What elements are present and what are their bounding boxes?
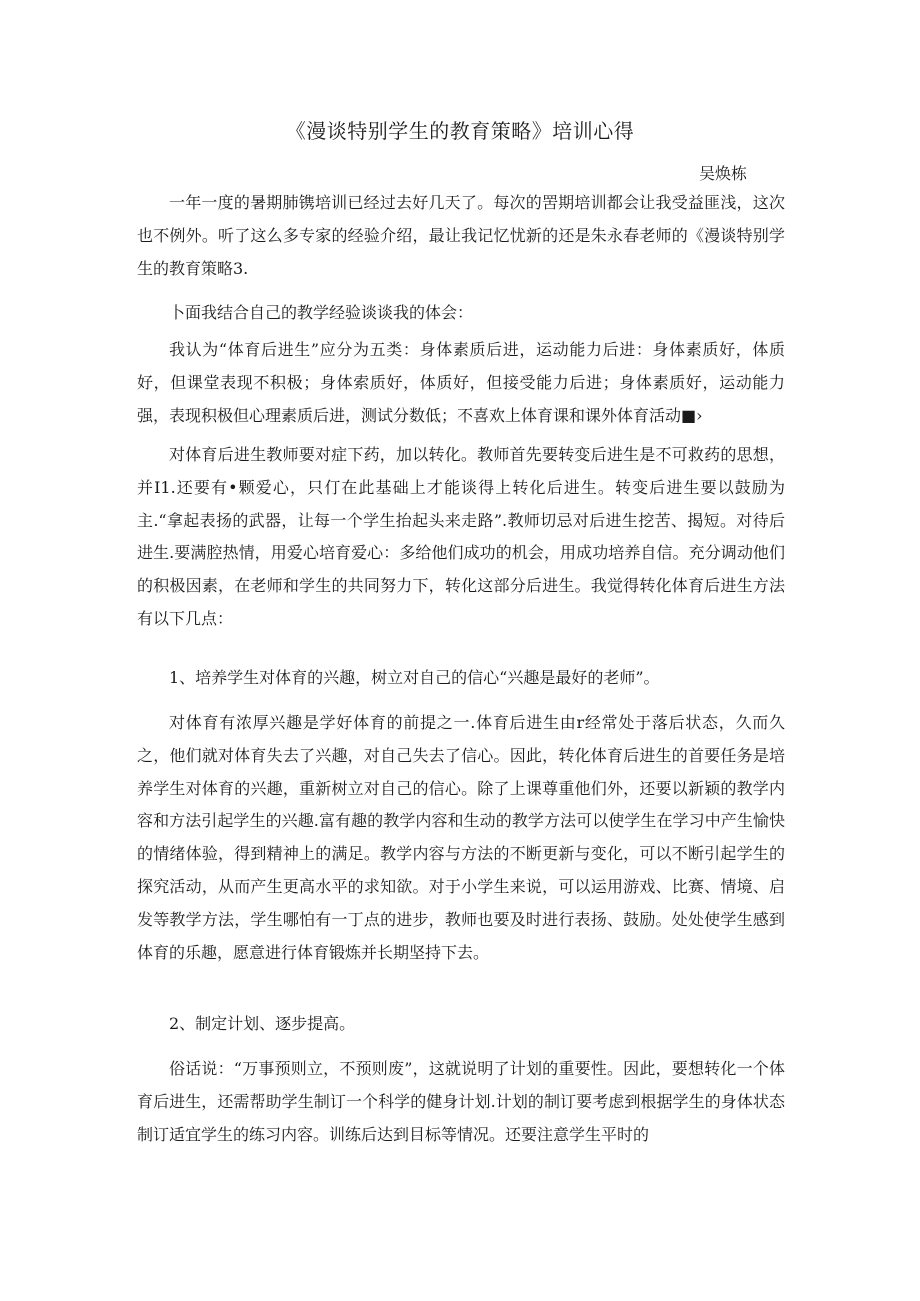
paragraph-transition: 卜面我结合自己的教学经验谈谈我的体会： — [169, 303, 474, 322]
section-heading-1: 1、培养学生对体育的兴趣，树立对自己的信心“兴趣是最好的老师”。 — [169, 668, 660, 687]
paragraph-approach: 对体育后进生教师要对症下药，加以转化。教师首先要转变后进生是不可救药的思想，并I1.还要有•颗爱心，只仃在此基础上才能谈得上转化后进生。转变后进生要以鼓励为主.“拿起表扬的武器，让每一个学生抬起头来走路”.教师切忌对后进生挖苦、揭短。对待后进生.要满腔热情，用爱心培育爱心：多给他们成功的机会，用成功培养自信。充分调动他们的积极因素，在老师和学生的共同努力下，转化这部分后进生。我觉得转化体育后进生方法有以下几点： — [137, 445, 785, 628]
author-name: 吴焕栋 — [699, 164, 748, 183]
paragraph-categories: 我认为“体育后进生”应分为五类：身体素质后进，运动能力后进：身体素质好，体质好，但课堂表现不积极；身体索质好，体质好，但接受能力后进；身体素质好，运动能力强，表现积极但心理素质后进，测试分数低；不喜欢上体育课和课外体育活动■› — [137, 340, 785, 425]
section-heading-2: 2、制定计划、逐步提高。 — [169, 1014, 356, 1033]
document-title: 《漫谈特别学生的教育策略》培训心得 — [285, 119, 635, 143]
paragraph-intro: 一年一度的暑期肺镌培训已经过去好几天了。每次的罟期培训都会让我受益匪浅，这次也不例外。听了这么多专家的经验介绍，最让我记忆忧新的还是朱永春老师的《漫谈特别学生的教育策略3. — [137, 193, 785, 278]
paragraph-interest: 对体育有浓厚兴趣是学好体育的前提之一.体育后进生由r经常处于落后状态，久而久之，他们就对体育失去了兴趣，对自己失去了信心。因此，转化体育后进生的首要任务是培养学生对体育的兴趣，重新树立对自己的信心。除了上课尊重他们外，还要以新颖的教学内容和方法引起学生的兴趣.富有趣的教学内容和生动的教学方法可以使学生在学习中产生愉快的情绪体验，得到精神上的满足。教学内容与方法的不断更新与变化，可以不断引起学生的探究活动，从而产生更高水平的求知欲。对于小学生来说，可以运用游戏、比赛、情境、启发等教学方法，学生哪怕有一丁点的进步，教师也要及时进行表扬、鼓励。处处使学生感到体育的乐趣，愿意进行体育锻炼并长期坚持下去。 — [137, 713, 785, 962]
paragraph-plan: 俗话说：“万事预则立，不预则废”，这就说明了计划的重要性。因此，要想转化一个体育后进生，还需帮助学生制订一个科学的健身计划.计划的制订要考虑到根据学生的身体状态制订适宜学生的练习内容。训练后达到目标等情况。还要注意学生平时的 — [137, 1059, 785, 1144]
